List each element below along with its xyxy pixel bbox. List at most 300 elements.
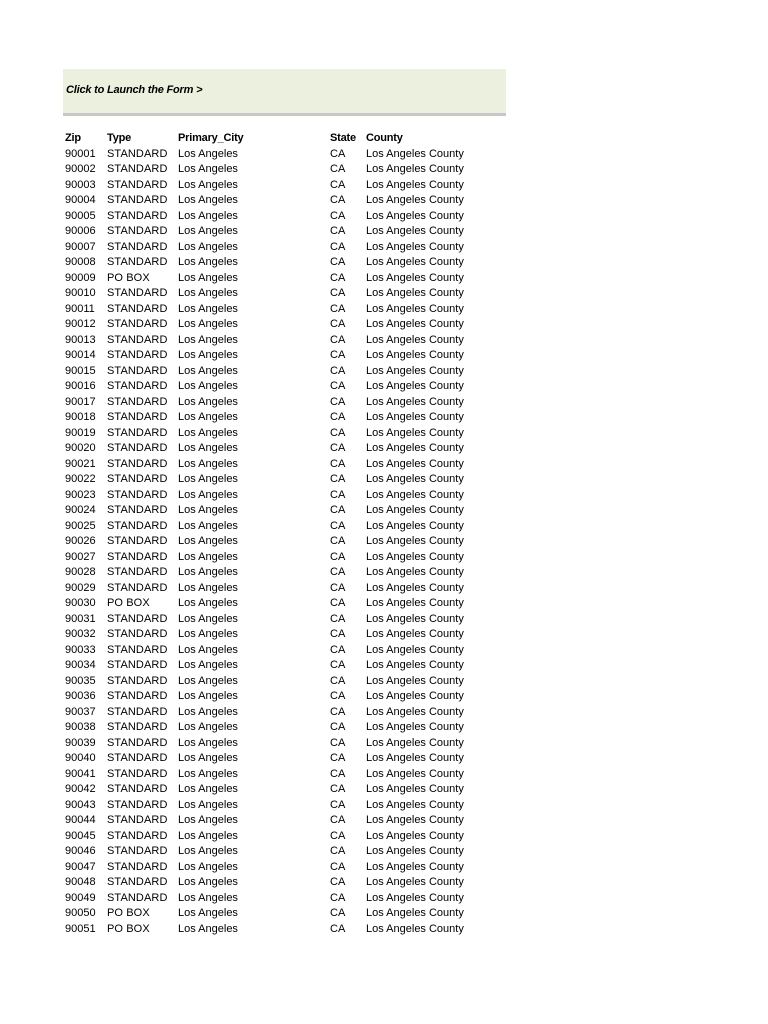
table-row — [65, 813, 505, 829]
table-row — [65, 829, 505, 845]
county-cell: Los Angeles County — [366, 550, 464, 563]
zip-cell: 90051 — [65, 922, 96, 935]
type-cell: STANDARD — [107, 488, 168, 501]
type-cell: STANDARD — [107, 457, 168, 470]
type-cell: STANDARD — [107, 364, 168, 377]
type-cell: STANDARD — [107, 535, 168, 547]
county-cell: Los Angeles County — [366, 333, 464, 346]
type-cell: STANDARD — [107, 891, 168, 904]
table-row — [65, 441, 505, 457]
table-row — [65, 674, 505, 690]
table-row — [65, 906, 505, 922]
table-row — [65, 891, 505, 907]
table-row — [65, 162, 505, 178]
type-cell: STANDARD — [107, 674, 168, 687]
zip-cell: 90021 — [65, 457, 96, 470]
county-cell: Los Angeles County — [366, 209, 464, 222]
table-row — [65, 534, 505, 550]
zip-cell: 90028 — [65, 566, 96, 578]
state-cell: CA — [330, 302, 346, 315]
table-row — [65, 767, 505, 783]
launch-form-label: Click to Launch the Form > — [66, 84, 203, 96]
zip-cell: 90030 — [65, 597, 96, 609]
type-cell: STANDARD — [107, 473, 168, 485]
zip-cell: 90050 — [65, 907, 96, 919]
type-cell: STANDARD — [107, 147, 168, 160]
county-cell: Los Angeles County — [366, 178, 464, 191]
column-header-type: Type — [107, 132, 132, 144]
column-header-state: State — [330, 132, 356, 144]
county-cell: Los Angeles County — [366, 318, 464, 330]
primary-city-cell: Los Angeles — [178, 674, 238, 687]
type-cell: STANDARD — [107, 814, 168, 826]
state-cell: CA — [330, 318, 346, 330]
county-cell: Los Angeles County — [366, 535, 464, 547]
state-cell: CA — [330, 178, 346, 191]
table-row — [65, 860, 505, 876]
zip-cell: 90025 — [65, 519, 96, 532]
county-cell: Los Angeles County — [366, 163, 464, 175]
state-cell: CA — [330, 411, 346, 423]
table-row — [65, 193, 505, 209]
type-cell: STANDARD — [107, 659, 168, 671]
type-cell: STANDARD — [107, 318, 168, 330]
state-cell: CA — [330, 876, 346, 888]
county-cell: Los Angeles County — [366, 287, 464, 299]
zip-cell: 90029 — [65, 581, 96, 594]
zip-cell: 90038 — [65, 721, 96, 733]
county-cell: Los Angeles County — [366, 271, 464, 284]
primary-city-cell: Los Angeles — [178, 566, 238, 578]
table-row — [65, 457, 505, 473]
zip-cell: 90037 — [65, 705, 96, 718]
table-row — [65, 240, 505, 256]
county-cell: Los Angeles County — [366, 519, 464, 532]
primary-city-cell: Los Angeles — [178, 767, 238, 780]
zip-cell: 90002 — [65, 163, 96, 175]
table-row — [65, 472, 505, 488]
county-cell: Los Angeles County — [366, 612, 464, 625]
type-cell: STANDARD — [107, 302, 168, 315]
county-cell: Los Angeles County — [366, 147, 464, 160]
state-cell: CA — [330, 550, 346, 563]
zip-cell: 90033 — [65, 643, 96, 656]
zip-cell: 90046 — [65, 845, 96, 857]
primary-city-cell: Los Angeles — [178, 473, 238, 485]
table-row — [65, 565, 505, 581]
type-cell: STANDARD — [107, 752, 168, 764]
table-row — [65, 751, 505, 767]
state-cell: CA — [330, 194, 346, 206]
primary-city-cell: Los Angeles — [178, 907, 238, 919]
type-cell: STANDARD — [107, 628, 168, 640]
state-cell: CA — [330, 581, 346, 594]
table-row — [65, 736, 505, 752]
primary-city-cell: Los Angeles — [178, 209, 238, 222]
county-cell: Los Angeles County — [366, 597, 464, 609]
column-header-primary-city: Primary_City — [178, 132, 244, 144]
primary-city-cell: Los Angeles — [178, 783, 238, 795]
type-cell: STANDARD — [107, 256, 168, 268]
primary-city-cell: Los Angeles — [178, 411, 238, 423]
state-cell: CA — [330, 674, 346, 687]
type-cell: STANDARD — [107, 721, 168, 733]
primary-city-cell: Los Angeles — [178, 225, 238, 237]
zip-cell: 90005 — [65, 209, 96, 222]
table-row — [65, 255, 505, 271]
county-cell: Los Angeles County — [366, 442, 464, 454]
state-cell: CA — [330, 333, 346, 346]
state-cell: CA — [330, 349, 346, 361]
type-cell: STANDARD — [107, 783, 168, 795]
county-cell: Los Angeles County — [366, 457, 464, 470]
zip-cell: 90039 — [65, 736, 96, 749]
zip-cell: 90034 — [65, 659, 96, 671]
zip-cell: 90024 — [65, 504, 96, 516]
type-cell: STANDARD — [107, 163, 168, 175]
state-cell: CA — [330, 752, 346, 764]
table-row — [65, 209, 505, 225]
table-row — [65, 379, 505, 395]
state-cell: CA — [330, 147, 346, 160]
primary-city-cell: Los Angeles — [178, 814, 238, 826]
type-cell: STANDARD — [107, 333, 168, 346]
zip-cell: 90004 — [65, 194, 96, 206]
county-cell: Los Angeles County — [366, 225, 464, 237]
state-cell: CA — [330, 380, 346, 392]
state-cell: CA — [330, 566, 346, 578]
column-header-zip: Zip — [65, 132, 81, 144]
table-row — [65, 147, 505, 163]
zip-cell: 90008 — [65, 256, 96, 268]
primary-city-cell: Los Angeles — [178, 194, 238, 206]
primary-city-cell: Los Angeles — [178, 256, 238, 268]
primary-city-cell: Los Angeles — [178, 380, 238, 392]
county-cell: Los Angeles County — [366, 240, 464, 253]
zip-cell: 90020 — [65, 442, 96, 454]
primary-city-cell: Los Angeles — [178, 442, 238, 454]
county-cell: Los Angeles County — [366, 690, 464, 702]
county-cell: Los Angeles County — [366, 767, 464, 780]
state-cell: CA — [330, 209, 346, 222]
state-cell: CA — [330, 597, 346, 609]
zip-cell: 90027 — [65, 550, 96, 563]
state-cell: CA — [330, 628, 346, 640]
table-row — [65, 612, 505, 628]
primary-city-cell: Los Angeles — [178, 535, 238, 547]
table-row — [65, 581, 505, 597]
primary-city-cell: Los Angeles — [178, 922, 238, 935]
type-cell: STANDARD — [107, 845, 168, 857]
state-cell: CA — [330, 798, 346, 811]
zip-cell: 90048 — [65, 876, 96, 888]
primary-city-cell: Los Angeles — [178, 302, 238, 315]
type-cell: STANDARD — [107, 612, 168, 625]
county-cell: Los Angeles County — [366, 380, 464, 392]
zip-cell: 90011 — [65, 302, 95, 315]
zip-cell: 90019 — [65, 426, 96, 439]
zip-cell: 90015 — [65, 364, 96, 377]
county-cell: Los Angeles County — [366, 364, 464, 377]
county-cell: Los Angeles County — [366, 705, 464, 718]
state-cell: CA — [330, 364, 346, 377]
primary-city-cell: Los Angeles — [178, 876, 238, 888]
type-cell: STANDARD — [107, 442, 168, 454]
type-cell: STANDARD — [107, 829, 168, 842]
table-row — [65, 875, 505, 891]
type-cell: PO BOX — [107, 597, 150, 609]
table-row — [65, 643, 505, 659]
type-cell: STANDARD — [107, 395, 168, 408]
state-cell: CA — [330, 442, 346, 454]
state-cell: CA — [330, 612, 346, 625]
state-cell: CA — [330, 659, 346, 671]
type-cell: STANDARD — [107, 581, 168, 594]
zip-cell: 90018 — [65, 411, 96, 423]
county-cell: Los Angeles County — [366, 674, 464, 687]
type-cell: STANDARD — [107, 705, 168, 718]
table-row — [65, 286, 505, 302]
state-cell: CA — [330, 488, 346, 501]
primary-city-cell: Los Angeles — [178, 488, 238, 501]
state-cell: CA — [330, 240, 346, 253]
county-cell: Los Angeles County — [366, 876, 464, 888]
zip-cell: 90022 — [65, 473, 96, 485]
type-cell: STANDARD — [107, 550, 168, 563]
zip-cell: 90012 — [65, 318, 96, 330]
zip-cell: 90016 — [65, 380, 96, 392]
primary-city-cell: Los Angeles — [178, 240, 238, 253]
county-cell: Los Angeles County — [366, 194, 464, 206]
zip-cell: 90035 — [65, 674, 96, 687]
county-cell: Los Angeles County — [366, 504, 464, 516]
primary-city-cell: Los Angeles — [178, 845, 238, 857]
primary-city-cell: Los Angeles — [178, 659, 238, 671]
county-cell: Los Angeles County — [366, 426, 464, 439]
primary-city-cell: Los Angeles — [178, 829, 238, 842]
county-cell: Los Angeles County — [366, 395, 464, 408]
county-cell: Los Angeles County — [366, 256, 464, 268]
table-row — [65, 689, 505, 705]
county-cell: Los Angeles County — [366, 845, 464, 857]
zip-cell: 90044 — [65, 814, 96, 826]
primary-city-cell: Los Angeles — [178, 597, 238, 609]
county-cell: Los Angeles County — [366, 349, 464, 361]
county-cell: Los Angeles County — [366, 302, 464, 315]
state-cell: CA — [330, 287, 346, 299]
state-cell: CA — [330, 907, 346, 919]
zip-cell: 90023 — [65, 488, 96, 501]
county-cell: Los Angeles County — [366, 922, 464, 935]
type-cell: STANDARD — [107, 178, 168, 191]
county-cell: Los Angeles County — [366, 783, 464, 795]
county-cell: Los Angeles County — [366, 752, 464, 764]
primary-city-cell: Los Angeles — [178, 318, 238, 330]
state-cell: CA — [330, 519, 346, 532]
table-row — [65, 426, 505, 442]
primary-city-cell: Los Angeles — [178, 395, 238, 408]
county-cell: Los Angeles County — [366, 473, 464, 485]
table-row — [65, 333, 505, 349]
primary-city-cell: Los Angeles — [178, 163, 238, 175]
zip-cell: 90036 — [65, 690, 96, 702]
primary-city-cell: Los Angeles — [178, 457, 238, 470]
type-cell: STANDARD — [107, 225, 168, 237]
table-row — [65, 922, 505, 938]
primary-city-cell: Los Angeles — [178, 287, 238, 299]
county-cell: Los Angeles County — [366, 581, 464, 594]
county-cell: Los Angeles County — [366, 659, 464, 671]
type-cell: STANDARD — [107, 860, 168, 873]
state-cell: CA — [330, 783, 346, 795]
state-cell: CA — [330, 860, 346, 873]
county-cell: Los Angeles County — [366, 721, 464, 733]
table-row — [65, 224, 505, 240]
state-cell: CA — [330, 163, 346, 175]
state-cell: CA — [330, 256, 346, 268]
primary-city-cell: Los Angeles — [178, 798, 238, 811]
type-cell: STANDARD — [107, 566, 168, 578]
table-body — [65, 147, 505, 938]
table-row — [65, 395, 505, 411]
county-cell: Los Angeles County — [366, 891, 464, 904]
county-cell: Los Angeles County — [366, 798, 464, 811]
primary-city-cell: Los Angeles — [178, 891, 238, 904]
zip-cell: 90041 — [65, 767, 96, 780]
county-cell: Los Angeles County — [366, 488, 464, 501]
primary-city-cell: Los Angeles — [178, 550, 238, 563]
zip-cell: 90009 — [65, 271, 96, 284]
state-cell: CA — [330, 736, 346, 749]
zip-cell: 90017 — [65, 395, 96, 408]
county-cell: Los Angeles County — [366, 736, 464, 749]
county-cell: Los Angeles County — [366, 907, 464, 919]
state-cell: CA — [330, 504, 346, 516]
type-cell: PO BOX — [107, 271, 150, 284]
county-cell: Los Angeles County — [366, 411, 464, 423]
state-cell: CA — [330, 225, 346, 237]
table-row — [65, 658, 505, 674]
state-cell: CA — [330, 535, 346, 547]
state-cell: CA — [330, 457, 346, 470]
type-cell: STANDARD — [107, 736, 168, 749]
state-cell: CA — [330, 829, 346, 842]
zip-cell: 90031 — [65, 612, 96, 625]
primary-city-cell: Los Angeles — [178, 271, 238, 284]
primary-city-cell: Los Angeles — [178, 349, 238, 361]
primary-city-cell: Los Angeles — [178, 721, 238, 733]
zip-cell: 90013 — [65, 333, 96, 346]
type-cell: STANDARD — [107, 349, 168, 361]
primary-city-cell: Los Angeles — [178, 364, 238, 377]
zip-cell: 90026 — [65, 535, 96, 547]
primary-city-cell: Los Angeles — [178, 612, 238, 625]
type-cell: STANDARD — [107, 380, 168, 392]
type-cell: PO BOX — [107, 907, 150, 919]
zip-cell: 90040 — [65, 752, 96, 764]
table-row — [65, 519, 505, 535]
county-cell: Los Angeles County — [366, 566, 464, 578]
primary-city-cell: Los Angeles — [178, 705, 238, 718]
type-cell: STANDARD — [107, 504, 168, 516]
primary-city-cell: Los Angeles — [178, 519, 238, 532]
state-cell: CA — [330, 690, 346, 702]
state-cell: CA — [330, 395, 346, 408]
zip-cell: 90014 — [65, 349, 96, 361]
state-cell: CA — [330, 271, 346, 284]
type-cell: PO BOX — [107, 922, 150, 935]
zip-cell: 90032 — [65, 628, 96, 640]
table-row — [65, 178, 505, 194]
state-cell: CA — [330, 891, 346, 904]
primary-city-cell: Los Angeles — [178, 147, 238, 160]
table-row — [65, 348, 505, 364]
type-cell: STANDARD — [107, 287, 168, 299]
primary-city-cell: Los Angeles — [178, 736, 238, 749]
state-cell: CA — [330, 767, 346, 780]
state-cell: CA — [330, 705, 346, 718]
zip-cell: 90007 — [65, 240, 96, 253]
table-row — [65, 627, 505, 643]
table-row — [65, 364, 505, 380]
county-cell: Los Angeles County — [366, 628, 464, 640]
zip-cell: 90047 — [65, 860, 96, 873]
table-row — [65, 798, 505, 814]
table-row — [65, 302, 505, 318]
table-row — [65, 720, 505, 736]
primary-city-cell: Los Angeles — [178, 426, 238, 439]
table-row — [65, 705, 505, 721]
type-cell: STANDARD — [107, 194, 168, 206]
type-cell: STANDARD — [107, 426, 168, 439]
zip-cell: 90003 — [65, 178, 96, 191]
primary-city-cell: Los Angeles — [178, 860, 238, 873]
type-cell: STANDARD — [107, 209, 168, 222]
county-cell: Los Angeles County — [366, 829, 464, 842]
type-cell: STANDARD — [107, 876, 168, 888]
launch-form-button[interactable] — [63, 69, 506, 116]
zip-cell: 90045 — [65, 829, 96, 842]
zip-cell: 90042 — [65, 783, 96, 795]
table-row — [65, 410, 505, 426]
zip-cell: 90010 — [65, 287, 96, 299]
table-row — [65, 844, 505, 860]
county-cell: Los Angeles County — [366, 814, 464, 826]
county-cell: Los Angeles County — [366, 643, 464, 656]
table-row — [65, 550, 505, 566]
type-cell: STANDARD — [107, 519, 168, 532]
table-header-row — [65, 131, 505, 147]
primary-city-cell: Los Angeles — [178, 333, 238, 346]
primary-city-cell: Los Angeles — [178, 628, 238, 640]
state-cell: CA — [330, 721, 346, 733]
state-cell: CA — [330, 426, 346, 439]
table-row — [65, 271, 505, 287]
type-cell: STANDARD — [107, 643, 168, 656]
primary-city-cell: Los Angeles — [178, 752, 238, 764]
primary-city-cell: Los Angeles — [178, 178, 238, 191]
primary-city-cell: Los Angeles — [178, 581, 238, 594]
zip-cell: 90049 — [65, 891, 96, 904]
column-header-county: County — [366, 132, 403, 144]
type-cell: STANDARD — [107, 411, 168, 423]
zip-cell: 90001 — [65, 147, 96, 160]
county-cell: Los Angeles County — [366, 860, 464, 873]
table-row — [65, 782, 505, 798]
zip-code-table — [65, 131, 505, 937]
table-row — [65, 503, 505, 519]
table-row — [65, 488, 505, 504]
